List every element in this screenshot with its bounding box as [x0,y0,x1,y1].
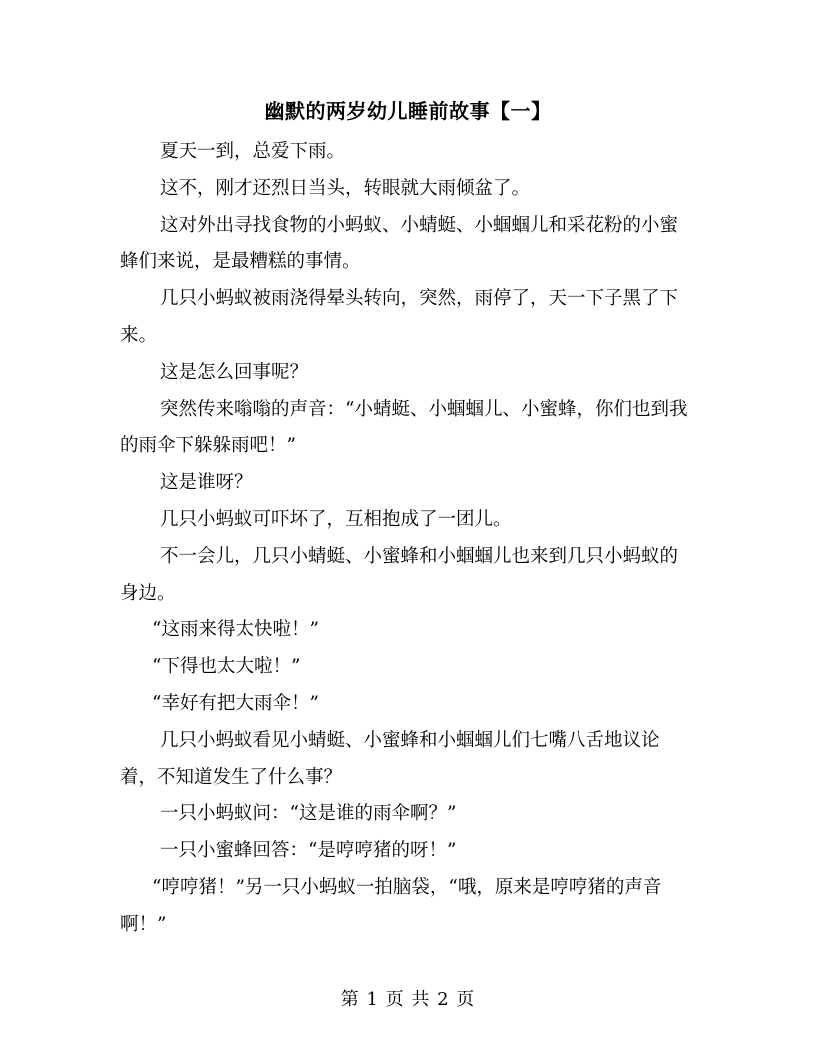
paragraph: 不一会儿，几只小蜻蜓、小蜜蜂和小蝈蝈儿也来到几只小蚂蚁的身边。 [120,545,679,604]
paragraph: “哼哼猪！”另一只小蚂蚁一拍脑袋，“哦，原来是哼哼猪的声音啊！” [120,876,662,935]
page-number-footer: 第 1 页 共 2 页 [340,989,476,1010]
paragraph: 这对外出寻找食物的小蚂蚁、小蜻蜓、小蝈蝈儿和采花粉的小蜜蜂们来说，是最糟糕的事情。 [120,214,679,273]
paragraph: 几只小蚂蚁看见小蜻蜓、小蜜蜂和小蝈蝈儿们七嘴八舌地议论着，不知道发生了什么事？ [120,729,660,788]
paragraph: “幸好有把大雨伞！” [152,692,319,714]
document-title: 幽默的两岁幼儿睡前故事【一】 [264,99,552,123]
paragraph: 几只小蚂蚁可吓坏了，互相抱成了一团儿。 [160,508,512,530]
paragraph: 这不，刚才还烈日当头，转眼就大雨倾盆了。 [160,177,531,199]
paragraph: “这雨来得太快啦！” [152,619,319,641]
document-body [120,134,696,944]
paragraph: 这是怎么回事呢？ [160,361,309,383]
paragraph: 突然传来嗡嗡的声音：“小蜻蜓、小蝈蝈儿、小蜜蜂，你们也到我的雨伞下躲躲雨吧！” [120,398,688,457]
paragraph: “下得也太大啦！” [152,656,301,678]
paragraph: 几只小蚂蚁被雨浇得晕头转向，突然，雨停了，天一下子黑了下来。 [120,288,679,346]
paragraph: 一只小蚂蚁问：“这是谁的雨伞啊？” [160,803,457,825]
paragraph: 这是谁呀？ [160,472,253,494]
paragraph: 夏天一到，总爱下雨。 [160,141,346,162]
paragraph: 一只小蜜蜂回答：“是哼哼猪的呀！” [160,840,457,862]
